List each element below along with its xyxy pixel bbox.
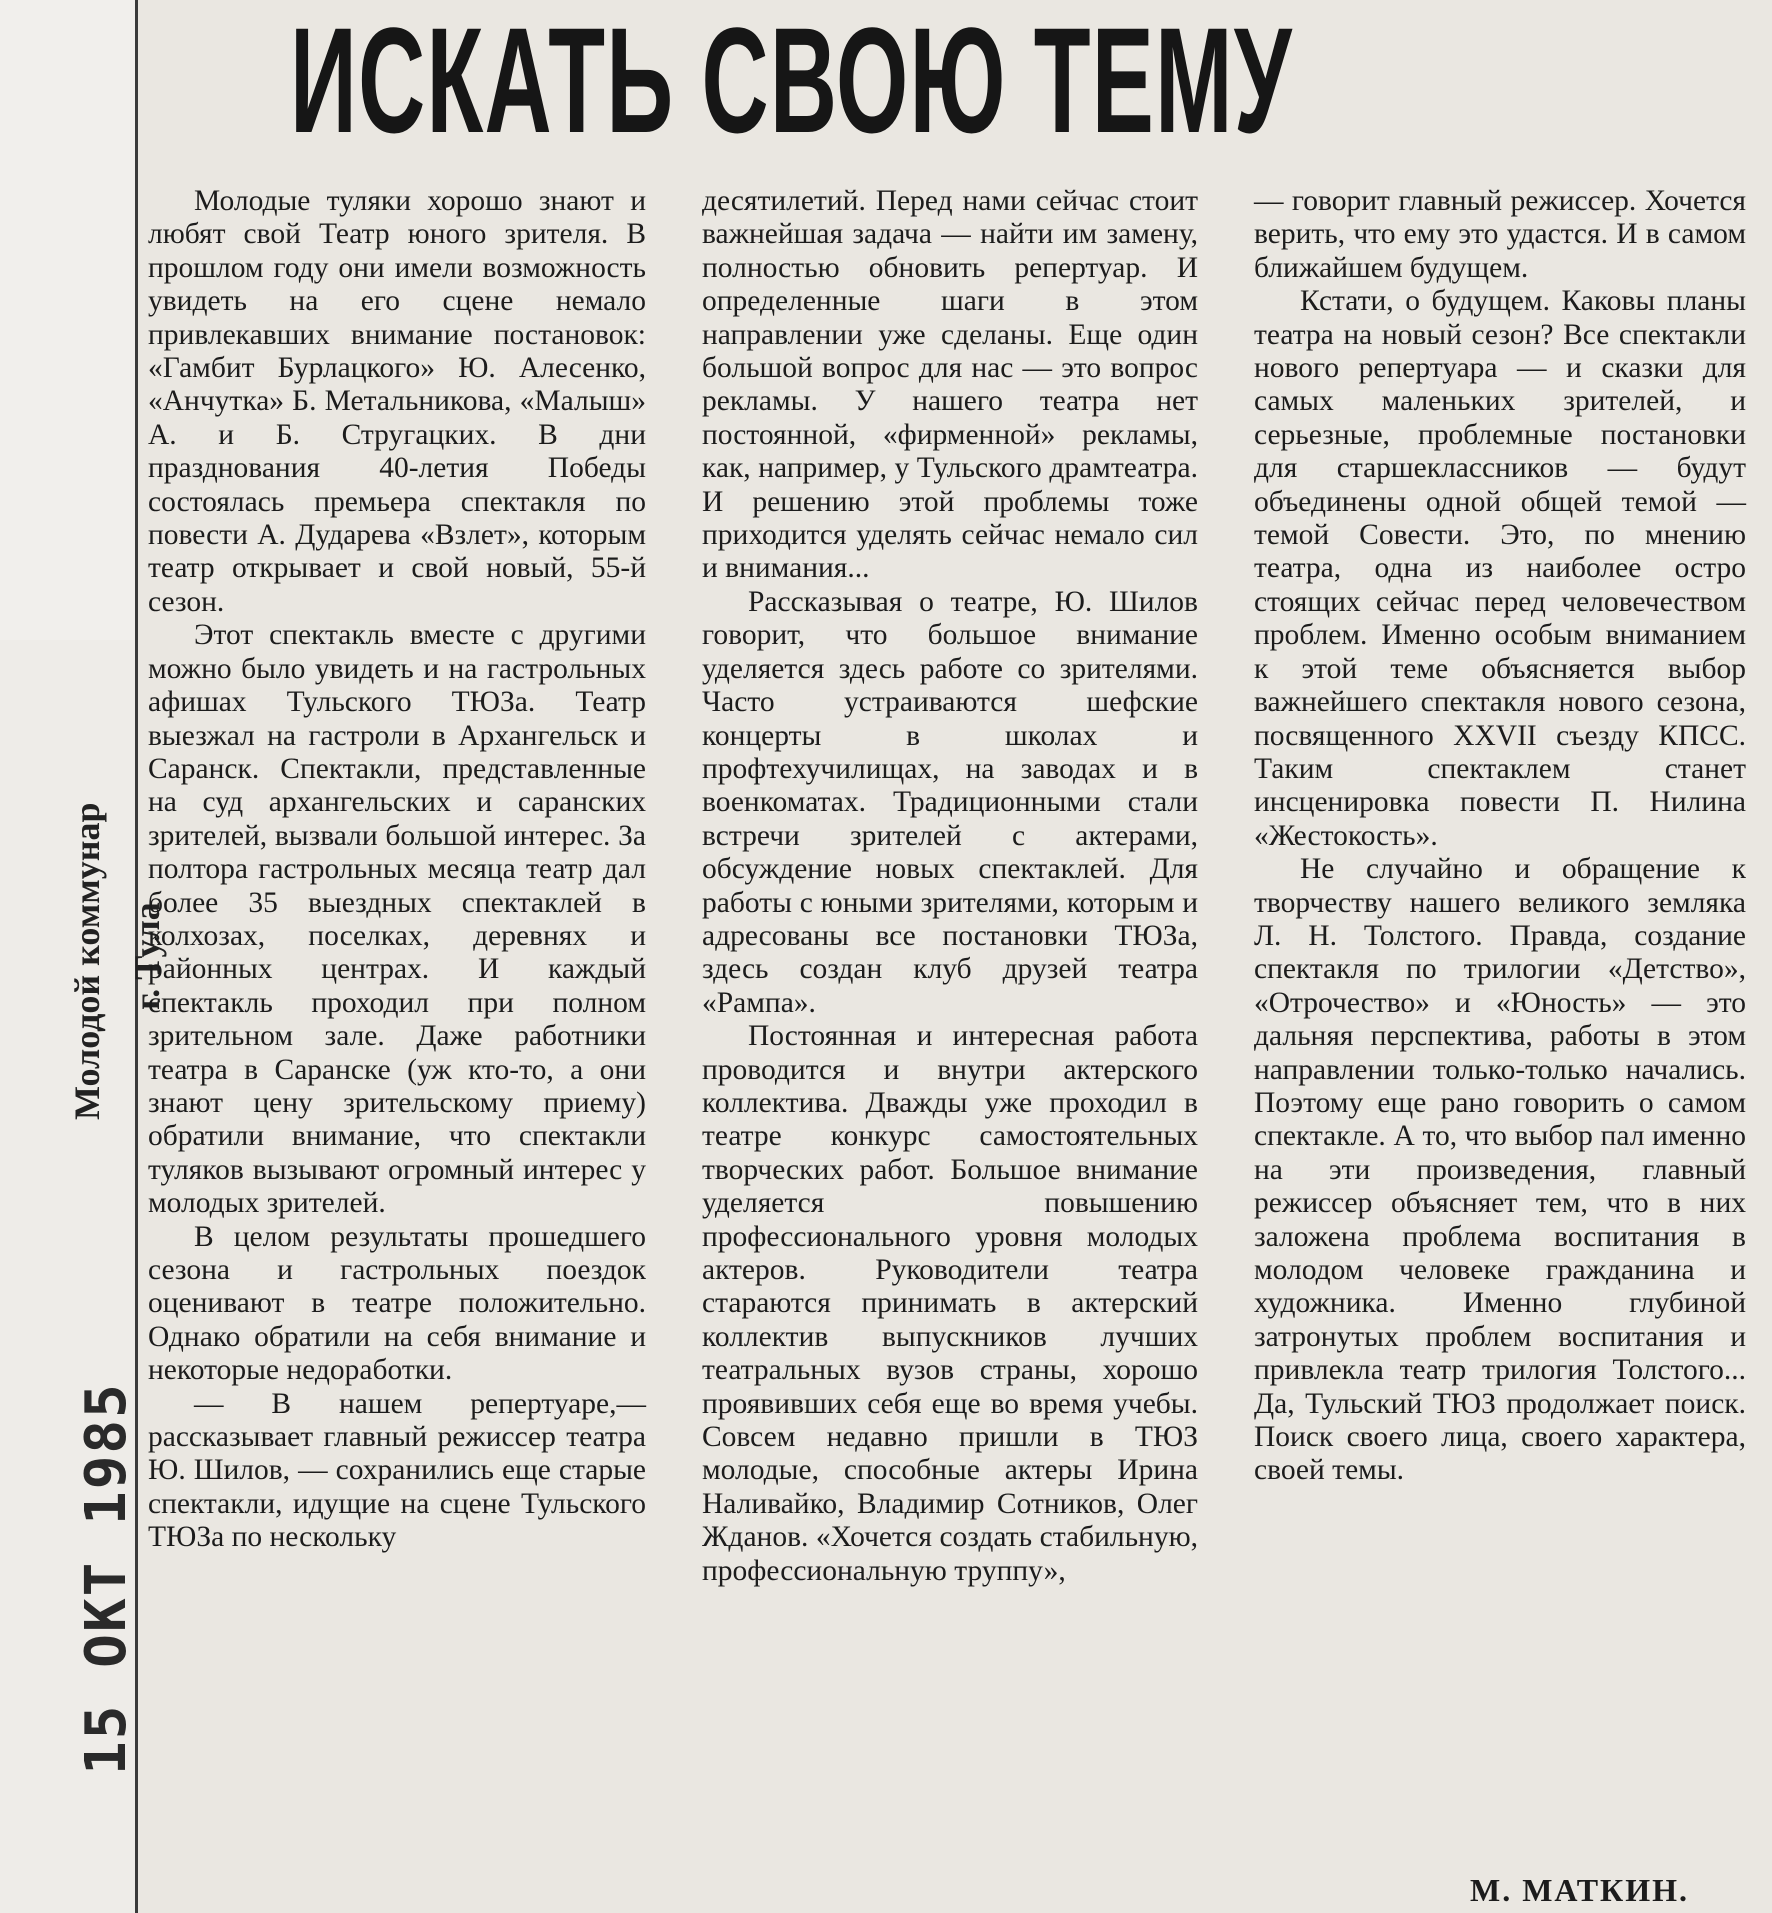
city-stamp: г. Тула bbox=[127, 902, 167, 1010]
article-column-3 bbox=[1254, 185, 1746, 1488]
author-signature: М. МАТКИН. bbox=[1470, 1872, 1690, 1908]
paragraph: Этот спектакль вместе с другими можно было увидеть и на гастрольных афишах Тульского ТЮЗа. Театр выезжал на гастроли в Архангельск и Саранск. Спектакли, представленные на суд архангельских и саранских зрителей, вызвали большой интерес. За полтора гастрольных месяца театр дал более 35 выездных спектаклей в колхозах, поселках, деревнях и районных центрах. И каждый спектакль проходил при полном зрительном зале. Даже работники театра в Саранске (уж кто-то, а они знают цену зрительскому приему) обратили внимание, что спектакли туляков вызывают огромный интерес у молодых зрителей. bbox=[148, 619, 646, 1220]
date-stamp: 15 ОКТ 1985 bbox=[74, 1382, 139, 1775]
paragraph: Кстати, о будущем. Каковы планы театра на новый сезон? Все спектакли нового репертуара — и сказки для самых маленьких зрителей, и серьезные, проблемные постановки для старшеклассников — будут объединены одной общей темой — темой Совести. Это, по мнению театра, одна из наиболее остро стоящих сейчас перед человечеством проблем. Именно особым вниманием к этой теме объясняется выбор важнейшего спектакля нового сезона, посвященного XXVII съезду КПСС. Таким спектаклем станет инсценировка повести П. Нилина «Жестокость». bbox=[1254, 285, 1746, 852]
paragraph: — В нашем репертуаре,— рассказывает главный режиссер театра Ю. Шилов, — сохранились еще старые спектакли, идущие на сцене Тульского ТЮЗа по нескольку bbox=[148, 1387, 646, 1554]
article-column-1 bbox=[148, 185, 646, 1555]
paragraph: — говорит главный режиссер. Хочется верить, что ему это удастся. И в самом ближайшем будущем. bbox=[1254, 185, 1746, 284]
paragraph: Не случайно и обращение к творчеству нашего великого земляка Л. Н. Толстого. Правда, создание спектакля по трилогии «Детство», «Отрочество» и «Юность» — это дальняя перспектива, работы в этом направлении только-только начались. Поэтому еще рано говорить о самом спектакле. А то, что выбор пал именно на эти произведения, главный режиссер объясняет тем, что в них заложена проблема воспитания в молодом человеке гражданина и художника. Именно глубиной затронутых проблем воспитания и привлекла театр трилогия Толстого... Да, Тульский ТЮЗ продолжает поиск. Поиск своего лица, своего характера, своей темы. bbox=[1254, 853, 1746, 1487]
paragraph: Рассказывая о театре, Ю. Шилов говорит, что большое внимание уделяется здесь работе со зрителями. Часто устраиваются шефские концерты в школах и профтехучилищах, на заводах и в военкоматах. Традиционными стали встречи зрителей с актерами, обсуждение новых спектаклей. Для работы с юными зрителями, которым и адресованы все постановки ТЮЗа, здесь создан клуб друзей театра «Рампа». bbox=[702, 585, 1198, 1019]
paragraph: В целом результаты прошедшего сезона и гастрольных поездок оценивают в театре положительно. Однако обратили на себя внимание и некоторые недоработки. bbox=[148, 1220, 646, 1387]
article-column-2 bbox=[702, 185, 1198, 1588]
paragraph: Постоянная и интересная работа проводится и внутри актерского коллектива. Дважды уже проходил в театре конкурс самостоятельных творческих работ. Большое внимание уделяется повышению профессионального уровня молодых актеров. Руководители театра стараются принимать в актерский коллектив выпускников лучших театральных вузов страны, хорошо проявивших себя еще во время учебы. Совсем недавно пришли в ТЮЗ молодые, способные актеры Ирина Наливайко, Владимир Сотников, Олег Жданов. «Хочется создать стабильную, профессиональную труппу», bbox=[702, 1020, 1198, 1587]
paragraph: десятилетий. Перед нами сейчас стоит важнейшая задача — найти им замену, полностью обновить репертуар. И определенные шаги в этом направлении уже сделаны. Еще один большой вопрос для нас — это вопрос рекламы. У нашего театра нет постоянной, «фирменной» рекламы, как, например, у Тульского драмтеатра. И решению этой проблемы тоже приходится уделять сейчас немало сил и внимания... bbox=[702, 185, 1198, 585]
source-stamp: Молодой коммунар bbox=[67, 802, 107, 1120]
paragraph: Молодые туляки хорошо знают и любят свой Театр юного зрителя. В прошлом году они имели возможность увидеть на его сцене немало привлекавших внимание постановок: «Гамбит Бурлацкого» Ю. Алесенко, «Анчутка» Б. Метальникова, «Малыш» А. и Б. Стругацких. В дни празднования 40-летия Победы состоялась премьера спектакля по повести А. Дударева «Взлет», которым театр открывает и свой новый, 55-й сезон. bbox=[148, 185, 646, 618]
headline: ИСКАТЬ СВОЮ ТЕМУ bbox=[290, 0, 1293, 164]
